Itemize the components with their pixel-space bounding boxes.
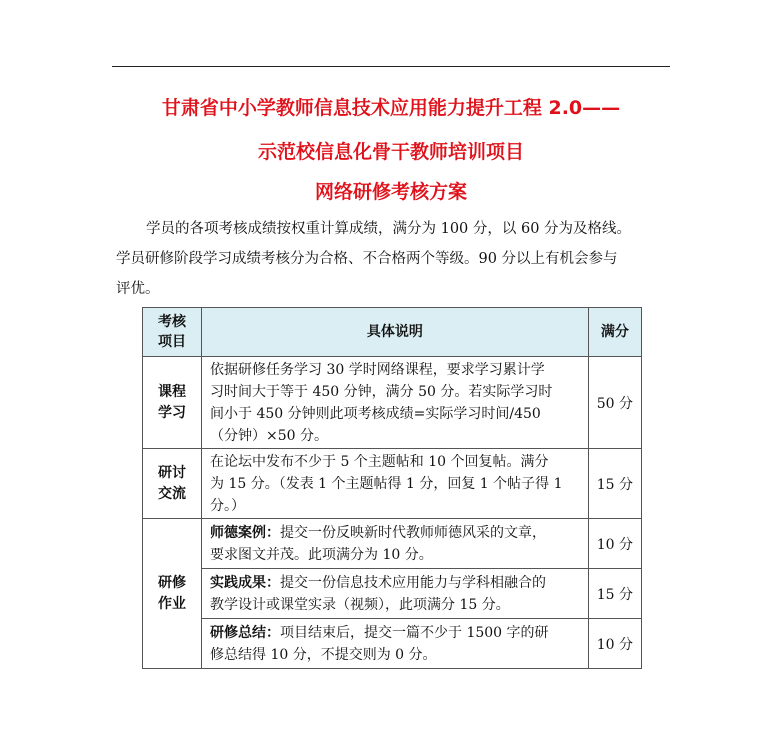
table-row [143, 449, 642, 519]
title-line-3: 网络研修考核方案 [314, 181, 467, 203]
row-score: 15 分 [588, 449, 641, 519]
table-header-row [143, 308, 642, 357]
assessment-table [142, 307, 642, 669]
row-desc: 依据研修任务学习 30 学时网络课程，要求学习累计学 习时间大于等于 450 分钟，满分 50 分。若实际学习时 间小于 450 分钟则此项考核成绩=实际学习时间/450 （分钟）×50 分。 [202, 357, 589, 449]
intro-line-3: 评优。 [116, 281, 160, 297]
sub-label: 研修总结： [210, 624, 280, 641]
row-score: 50 分 [588, 357, 641, 449]
sub-label: 师德案例： [210, 524, 280, 541]
row-desc: 实践成果：提交一份信息技术应用能力与学科相融合的 教学设计或课堂实录（视频），此项满分 15 分。 [202, 569, 589, 619]
intro-line-2: 学员研修阶段学习成绩考核分为合格、不合格两个等级。90 分以上有机会参与 [116, 251, 618, 267]
row-desc: 在论坛中发布不少于 5 个主题帖和 10 个回复帖。满分 为 15 分。（发表 1 个主题帖得 1 分，回复 1 个帖子得 1 分。） [202, 449, 589, 519]
table-row [143, 357, 642, 449]
row-item: 研修 作业 [143, 519, 202, 669]
header-item: 考核 项目 [143, 308, 202, 357]
title-line-1: 甘肃省中小学教师信息技术应用能力提升工程 2.0—— [161, 97, 621, 119]
row-score: 15 分 [588, 569, 641, 619]
sub-label: 实践成果： [210, 574, 280, 591]
table-row [143, 569, 642, 619]
intro-paragraph [116, 214, 672, 304]
header-desc: 具体说明 [202, 308, 589, 357]
row-item: 研讨 交流 [143, 449, 202, 519]
table-row [143, 519, 642, 569]
row-score: 10 分 [588, 619, 641, 669]
row-desc: 师德案例：提交一份反映新时代教师师德风采的文章， 要求图文并茂。此项满分为 10 分。 [202, 519, 589, 569]
title-line-2: 示范校信息化骨干教师培训项目 [257, 141, 524, 163]
row-item: 课程 学习 [143, 357, 202, 449]
row-desc: 研修总结：项目结束后，提交一篇不少于 1500 字的研 修总结得 10 分，不提交则为 0 分。 [202, 619, 589, 669]
header-rule [112, 66, 670, 67]
header-score: 满分 [588, 308, 641, 357]
table-row [143, 619, 642, 669]
row-score: 10 分 [588, 519, 641, 569]
intro-line-1: 学员的各项考核成绩按权重计算成绩，满分为 100 分，以 60 分为及格线。 [146, 221, 632, 237]
